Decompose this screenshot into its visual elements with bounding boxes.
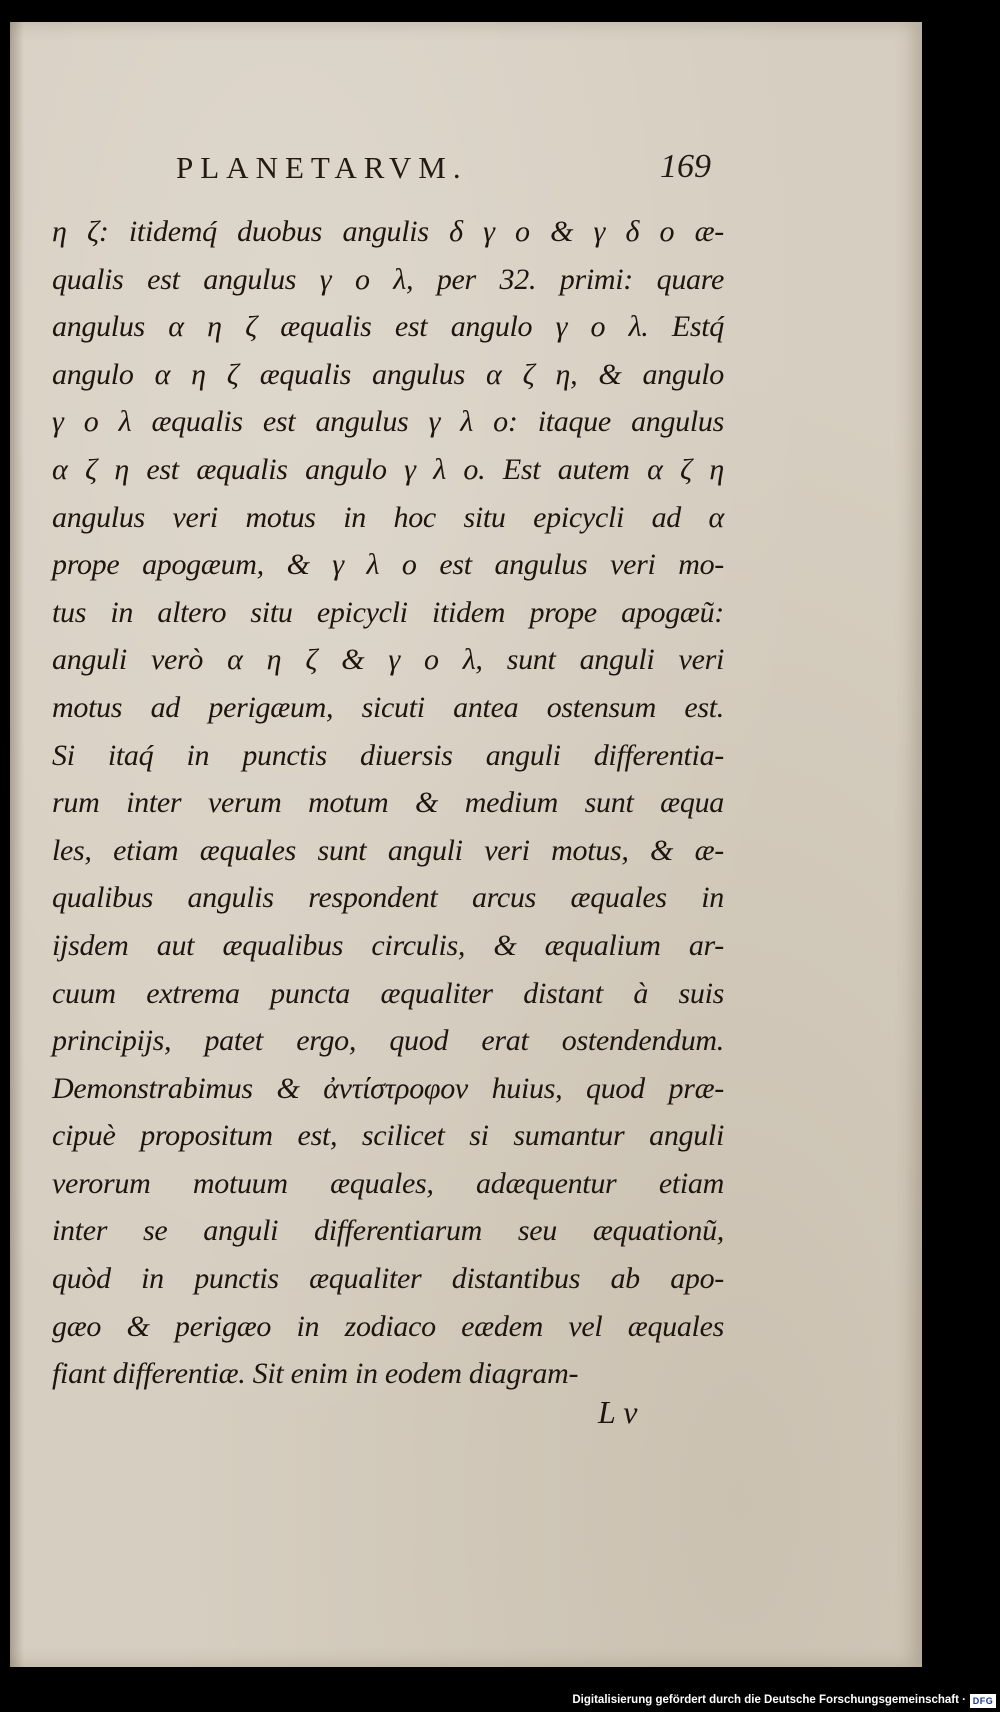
text-line: angulo α η ζ æqualis angulus α ζ η, & angulo <box>52 357 724 391</box>
text-line: les, etiam æquales sunt anguli veri motus, & æ- <box>52 833 724 867</box>
running-title: PLANETARVM. <box>176 150 468 185</box>
funding-notice: Digitalisierung gefördert durch die Deutsche Forschungsgemeinschaft · <box>572 1694 966 1706</box>
running-head <box>10 150 922 196</box>
text-line: ijsdem aut æqualibus circulis, & æqualium ar- <box>52 928 724 962</box>
text-line: γ ο λ æqualis est angulus γ λ ο: itaque angulus <box>52 405 724 439</box>
text-line: cipuè propositum est, scilicet si sumantur anguli <box>52 1119 724 1153</box>
text-line: rum inter verum motum & medium sunt æqua <box>52 786 724 820</box>
text-line: η ζ: itidemq́ duobus angulis δ γ ο & γ δ ο æ- <box>52 215 724 248</box>
text-line: angulus veri motus in hoc situ epicycli ad α <box>52 500 724 534</box>
text-line: Demonstrabimus & ἀντίστροφον huius, quod præ- <box>52 1071 724 1105</box>
page-gutter-shadow <box>10 22 24 1667</box>
text-line: Si itaq́ in punctis diuersis anguli differentia- <box>52 738 724 772</box>
text-line: principijs, patet ergo, quod erat ostendendum. <box>52 1024 724 1058</box>
text-line: qualibus angulis respondent arcus æquales in <box>52 881 724 915</box>
page-number: 169 <box>660 148 711 185</box>
text-line: quòd in punctis æqualiter distantibus ab apo- <box>52 1262 724 1296</box>
text-line: fiant differentiæ. Sit enim in eodem diagram- <box>52 1357 579 1391</box>
text-line: gæo & perigæo in zodiaco eædem vel æquales <box>52 1309 724 1343</box>
text-line: inter se anguli differentiarum seu æquationũ, <box>52 1214 724 1248</box>
text-line: prope apogæum, & γ λ ο est angulus veri mo- <box>52 548 724 582</box>
text-line: cuum extrema puncta æqualiter distant à suis <box>52 976 724 1010</box>
text-body <box>52 208 724 1398</box>
book-page <box>10 22 922 1667</box>
text-line: angulus α η ζ æqualis est angulo γ ο λ. Estq́ <box>52 310 724 344</box>
text-line: qualis est angulus γ ο λ, per 32. primi: quare <box>52 262 724 296</box>
text-line: tus in altero situ epicycli itidem prope apogæũ: <box>52 595 724 629</box>
text-line: α ζ η est æqualis angulo γ λ ο. Est autem α ζ η <box>52 452 724 486</box>
text-line: verorum motuum æquales, adæquentur etiam <box>52 1166 724 1200</box>
text-line: motus ad perigæum, sicuti antea ostensum est. <box>52 690 724 724</box>
dfg-logo-icon: DFG <box>970 1694 996 1708</box>
footer-bar <box>0 1692 1000 1712</box>
text-line: anguli verò α η ζ & γ ο λ, sunt anguli veri <box>52 643 724 677</box>
catchword: L v <box>598 1394 638 1430</box>
